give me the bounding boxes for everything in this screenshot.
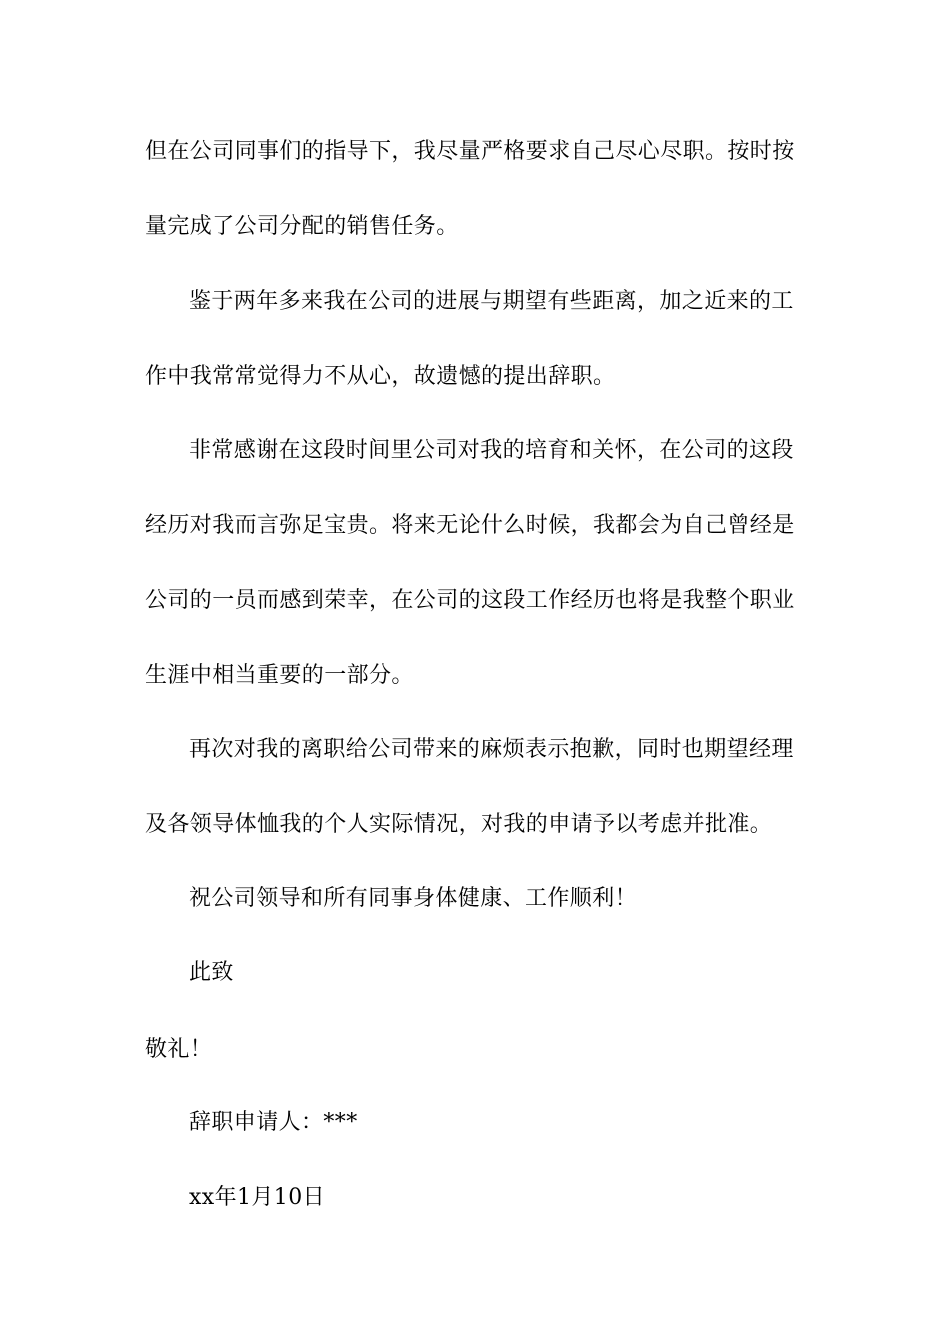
paragraph-4-line-1: 再次对我的离职给公司带来的麻烦表示抱歉，同时也期望经理 <box>189 737 794 762</box>
paragraph-4-line-2: 及各领导体恤我的个人实际情况，对我的申请予以考虑并批准。 <box>145 812 773 837</box>
paragraph-3-line-3: 公司的一员而感到荣幸，在公司的这段工作经历也将是我整个职业 <box>145 588 795 613</box>
document-date: xx年1月10日 <box>189 1185 326 1210</box>
applicant-signature: 辞职申请人：*** <box>189 1110 358 1135</box>
paragraph-3-line-2: 经历对我而言弥足宝贵。将来无论什么时候，我都会为自己曾经是 <box>145 513 795 538</box>
closing-wishes: 祝公司领导和所有同事身体健康、工作顺利！ <box>189 886 638 911</box>
paragraph-1-line-1: 但在公司同事们的指导下，我尽量严格要求自己尽心尽职。按时按 <box>145 139 795 164</box>
closing-jingli: 敬礼！ <box>145 1037 213 1062</box>
paragraph-3-line-1: 非常感谢在这段时间里公司对我的培育和关怀，在公司的这段 <box>189 438 794 463</box>
paragraph-2-line-2: 作中我常常觉得力不从心，故遗憾的提出辞职。 <box>145 364 616 389</box>
paragraph-3-line-4: 生涯中相当重要的一部分。 <box>145 663 414 688</box>
paragraph-2-line-1: 鉴于两年多来我在公司的进展与期望有些距离，加之近来的工 <box>189 289 794 314</box>
paragraph-1-line-2: 量完成了公司分配的销售任务。 <box>145 214 459 239</box>
closing-cizhi: 此致 <box>189 960 234 985</box>
